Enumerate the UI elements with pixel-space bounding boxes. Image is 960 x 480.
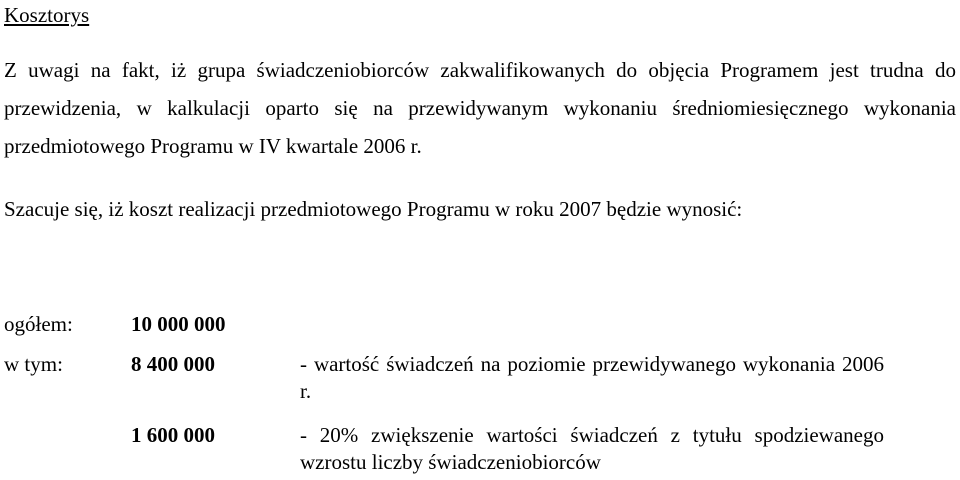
estimate-paragraph: Szacuje się, iż koszt realizacji przedmiotowego Programu w roku 2007 będzie wynosić: [4,197,743,221]
total-label: ogółem: [4,312,73,336]
breakdown-description: - wartość świadczeń na poziomie przewidywanego wykonania 2006 r. [300,352,884,403]
total-amount: 10 000 000 [131,312,226,336]
breakdown-description: - 20% zwiększenie wartości świadczeń z tytułu spodziewanego wzrostu liczby świadczeniobiorców [300,423,884,474]
breakdown-label: w tym: [4,352,63,376]
section-heading: Kosztorys [4,3,90,27]
breakdown-amount: 1 600 000 [131,423,215,447]
breakdown-amount: 8 400 000 [131,352,215,376]
intro-paragraph: Z uwagi na fakt, iż grupa świadczeniobiorców zakwalifikowanych do objęcia Programem jest trudna do przewidzenia, w kalkulacji oparto się na przewidywanym wykonaniu średniomiesięcznego wykonania przedmiotowego Programu w IV kwartale 2006 r. [4,58,956,158]
